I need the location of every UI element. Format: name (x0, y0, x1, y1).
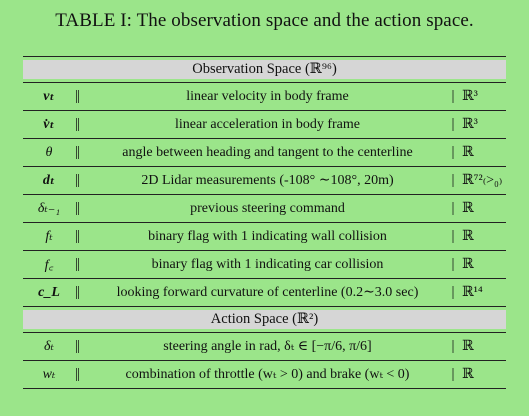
action-rows (23, 332, 506, 388)
space-cell: ℝ (462, 229, 474, 244)
symbol-cell: f꜀ (44, 258, 54, 273)
space-cell: ℝ (462, 367, 474, 382)
description-cell: binary flag with 1 indicating wall collision (148, 228, 387, 244)
double-bar: || (75, 228, 80, 244)
table-row (23, 332, 506, 360)
table-row (23, 278, 506, 306)
table-row (23, 222, 506, 250)
double-bar: || (75, 144, 80, 160)
observation-action-table (23, 56, 506, 389)
table-row (23, 194, 506, 222)
action-section-header: Action Space (ℝ²) (23, 310, 506, 329)
symbol-cell: vₜ (43, 89, 55, 104)
observation-rows (23, 82, 506, 306)
table-row (23, 110, 506, 138)
double-bar: || (75, 88, 80, 104)
space-cell: ℝ (462, 201, 474, 216)
description-cell: linear velocity in body frame (186, 88, 349, 104)
table-row (23, 166, 506, 194)
table-row (23, 250, 506, 278)
single-bar: | (451, 88, 455, 104)
symbol-cell: δₜ (44, 339, 54, 354)
single-bar: | (451, 172, 455, 188)
space-cell: ℝ⁷²₍>₀₎ (462, 173, 503, 188)
double-bar: || (75, 284, 80, 300)
single-bar: | (451, 200, 455, 216)
single-bar: | (451, 284, 455, 300)
table-row (23, 138, 506, 166)
symbol-cell: c_L (38, 284, 60, 300)
table-caption: TABLE I: The observation space and the action space. (55, 10, 474, 31)
symbol-cell: fₜ (45, 229, 53, 244)
table-row (23, 82, 506, 110)
double-bar: || (75, 116, 80, 132)
symbol-cell: v̇ₜ (43, 117, 55, 132)
double-bar: || (75, 256, 80, 272)
single-bar: | (451, 256, 455, 272)
single-bar: | (451, 338, 455, 354)
observation-section-header: Observation Space (ℝ⁹⁶) (23, 60, 506, 79)
description-cell: angle between heading and tangent to the centerline (122, 144, 413, 160)
description-cell: looking forward curvature of centerline (0.2∼3.0 sec) (116, 285, 419, 300)
double-bar: || (75, 366, 80, 382)
description-cell: previous steering command (190, 200, 345, 216)
single-bar: | (451, 116, 455, 132)
space-cell: ℝ (462, 145, 474, 160)
space-cell: ℝ (462, 257, 474, 272)
single-bar: | (451, 366, 455, 382)
space-cell: ℝ (462, 339, 474, 354)
description-cell: steering angle in rad, δₜ ∈ [−π/6, π/6] (163, 339, 372, 354)
space-cell: ℝ³ (462, 117, 478, 132)
double-bar: || (75, 200, 80, 216)
description-cell: linear acceleration in body frame (174, 116, 360, 132)
double-bar: || (75, 172, 80, 188)
description-cell: binary flag with 1 indicating car collision (151, 256, 384, 272)
double-bar: || (75, 338, 80, 354)
symbol-cell: dₜ (42, 173, 56, 188)
symbol-cell: θ (45, 144, 53, 160)
single-bar: | (451, 144, 455, 160)
space-cell: ℝ¹⁴ (462, 285, 483, 300)
symbol-cell: δₜ₋₁ (37, 201, 61, 216)
single-bar: | (451, 228, 455, 244)
description-cell: combination of throttle (wₜ > 0) and brake (wₜ < 0) (125, 367, 410, 382)
section-divider (23, 306, 506, 307)
symbol-cell: wₜ (42, 367, 56, 382)
description-cell: 2D Lidar measurements (-108° ∼108°, 20m) (141, 173, 394, 188)
table-row (23, 360, 506, 388)
space-cell: ℝ³ (462, 89, 478, 104)
